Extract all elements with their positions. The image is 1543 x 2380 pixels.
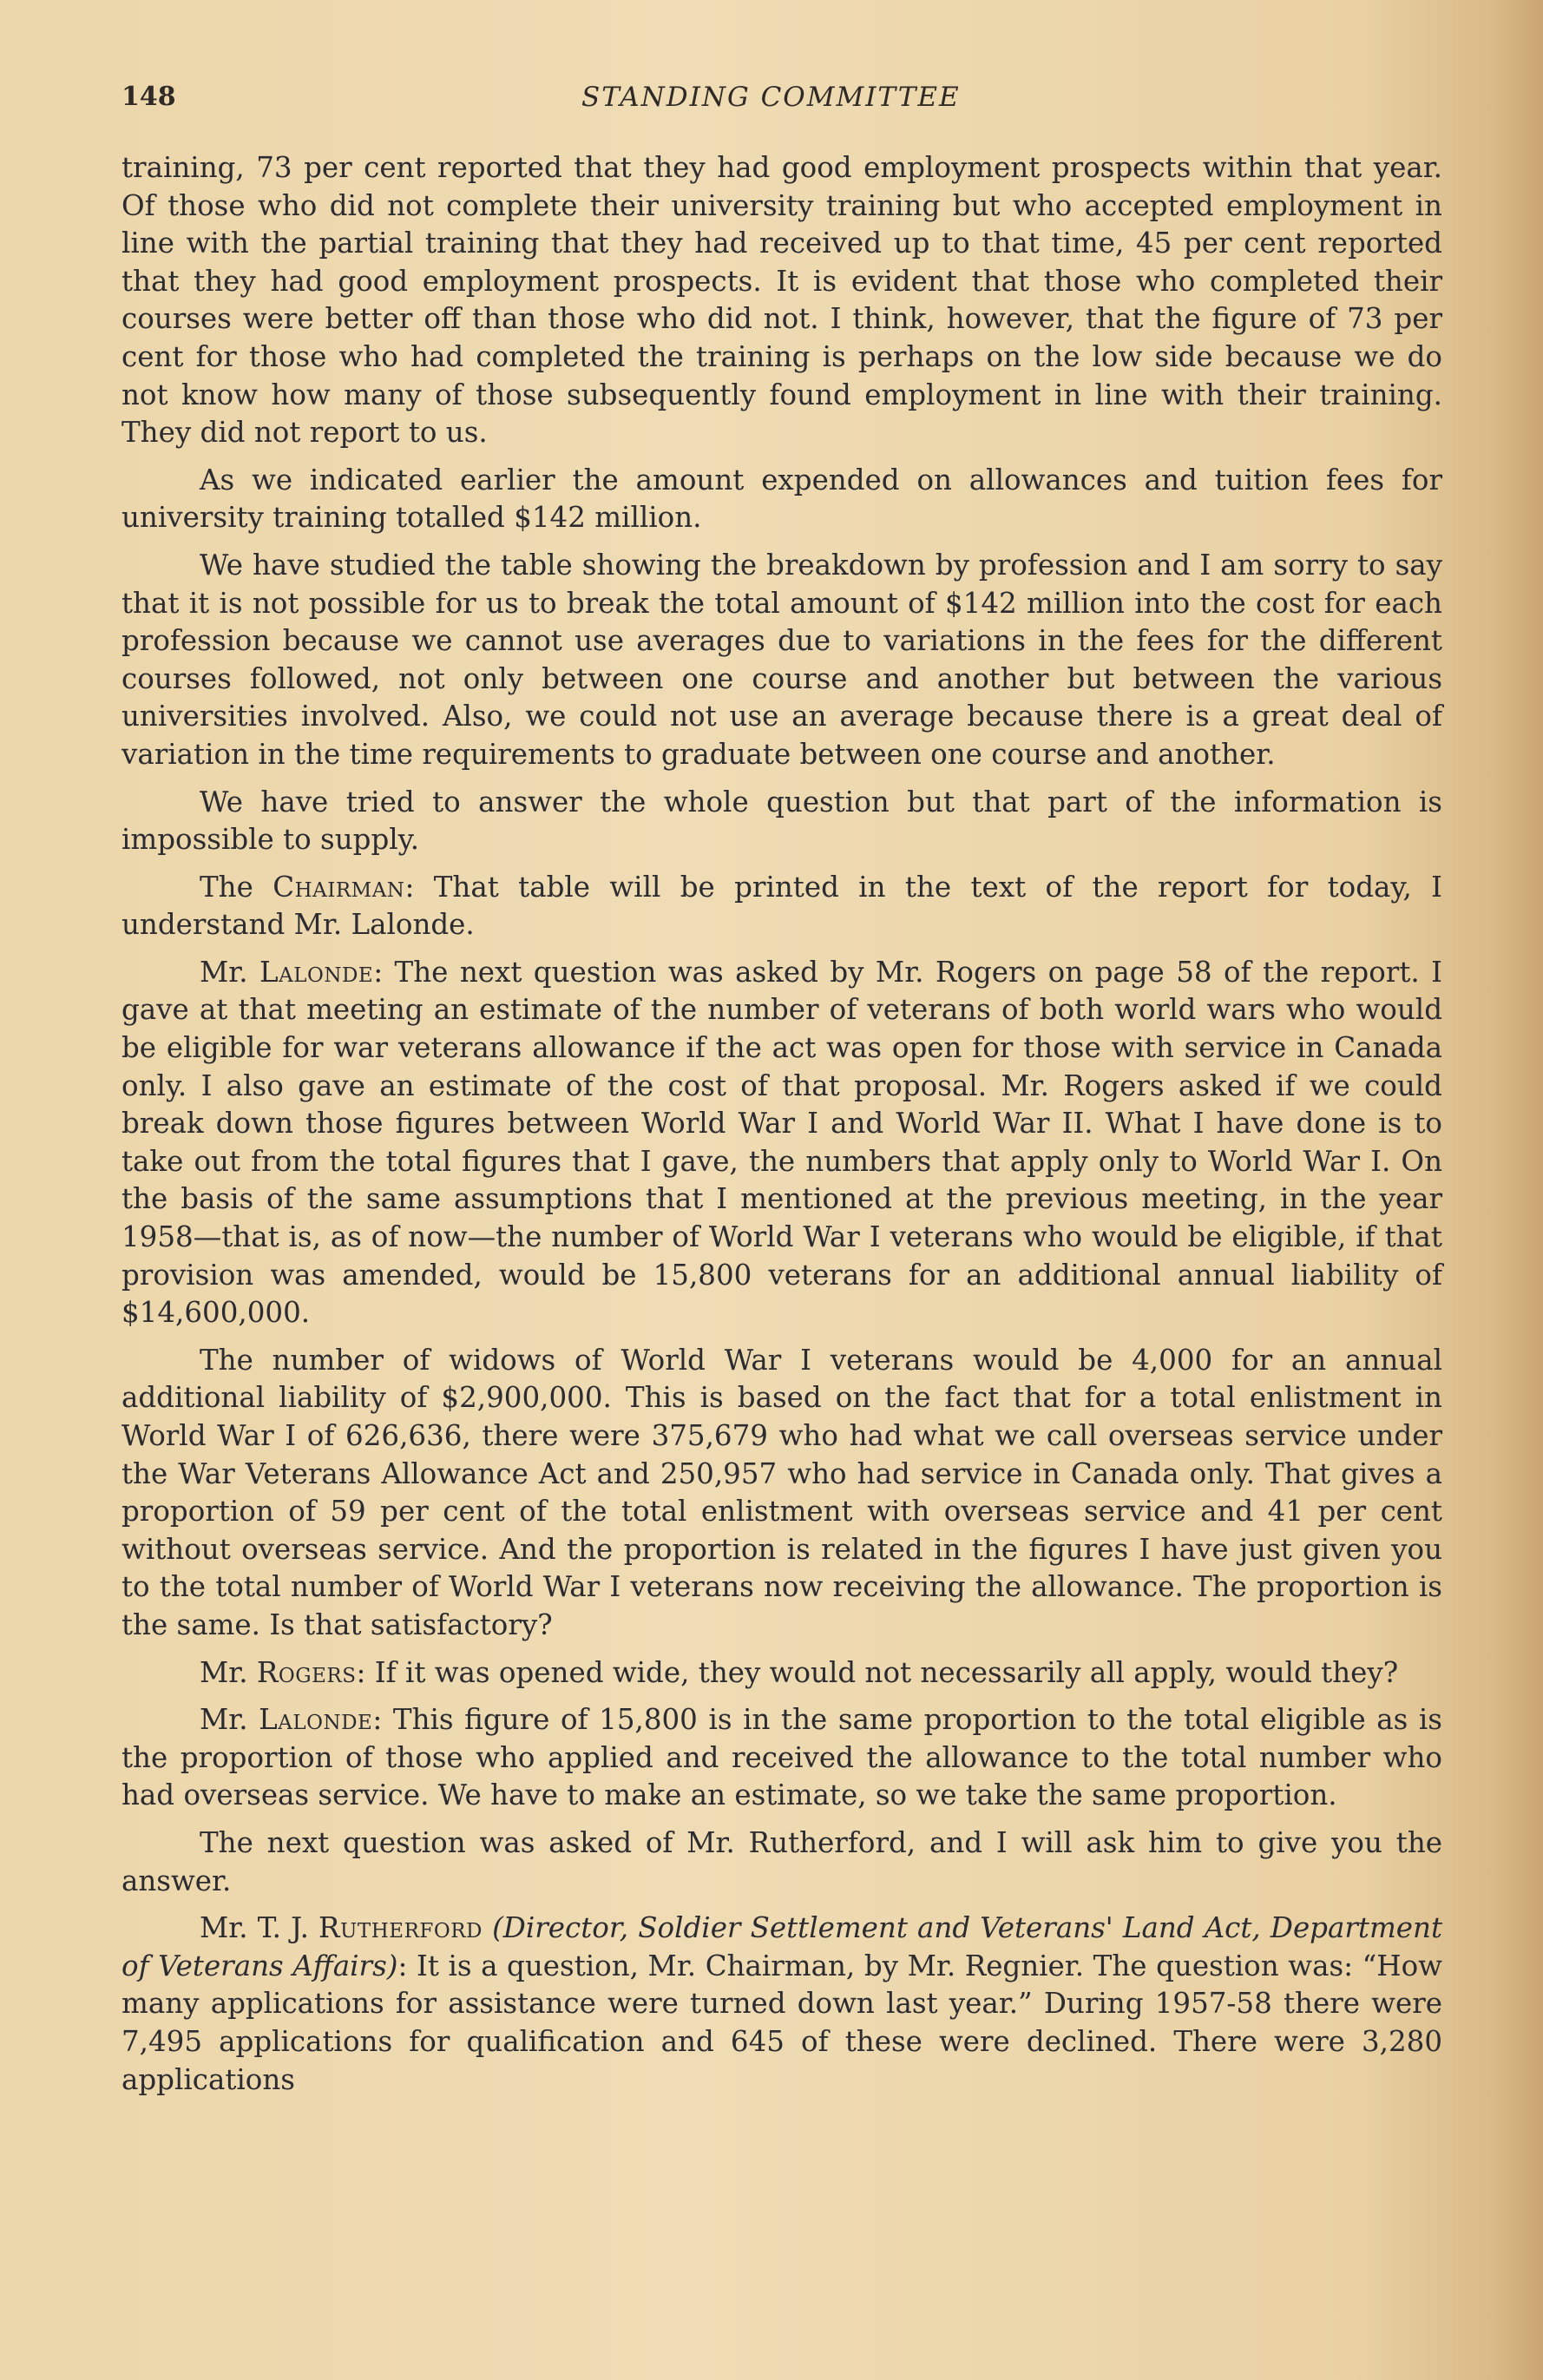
paragraph-7: The number of widows of World War I veterans would be 4,000 for an annual additional liability of $2,900,000. This is based on the fact that for a total enlistment in World War I of 626,636, there were 375,679 who had what we call overseas service under the War Veterans Allowance Act and 250,957 who had service in Canada only. That gives a proportion of 59 per cent of the total enlistment with overseas service and 41 per cent without overseas service. And the proportion is related in the figures I have just given you to the total number of World War I veterans now receiving the allowance. The proportion is the same. Is that satisfactory? (121, 1343, 1442, 1641)
paragraph-3: We have studied the table showing the breakdown by profession and I am sorry to say that it is not possible for us to break the total amount of $142 million into the cost for each profession because we cannot use averages due to variations in the fees for the different courses followed, not only between one course and another but between the various universities involved. Also, we could not use an average because there is a great deal of variation in the time requirements to graduate between one course and another. (121, 548, 1442, 771)
paragraph-2: As we indicated earlier the amount expended on allowances and tuition fees for university training totalled $142 million. (121, 463, 1442, 535)
speaker-name: Lalonde (259, 1703, 373, 1737)
speaker-name: Chairman (272, 870, 405, 904)
body-text (121, 149, 1442, 2108)
speaker-prefix: Mr. (200, 955, 259, 989)
page-number: 148 (121, 82, 176, 112)
speaker-name: Rutherford (318, 1911, 483, 1945)
paragraph-chairman (121, 869, 1442, 944)
speaker-prefix: Mr. (200, 1655, 257, 1689)
paragraph-rogers (121, 1654, 1442, 1693)
speaker-title: (Director, Soldier Settlement and Veterans' Land Act, Department of Veterans Affairs) (121, 1911, 1442, 1982)
speech-text: : It is a question, Mr. Chairman, by Mr. Regnier. The question was: “How many applications for assistance were turned down last year.” During 1957-58 there were 7,495 applications for qualification and 645 of these were declined. There were 3,280 applications (121, 1949, 1442, 2096)
speaker-prefix: Mr. (200, 1703, 259, 1737)
paragraph-rutherford (121, 1910, 1442, 2099)
speaker-prefix: The (200, 870, 273, 904)
speech-text: : This figure of 15,800 is in the same proportion to the total eligible as is the proportion of those who applied and received the allowance to the total number who had overseas service. We have to make an estimate, so we take the same proportion. (121, 1703, 1442, 1812)
speaker-prefix: Mr. T. J. (200, 1911, 319, 1945)
speech-text: : If it was opened wide, they would not necessarily all apply, would they? (356, 1655, 1399, 1689)
speaker-name: Lalonde (259, 955, 374, 989)
paragraph-1: training, 73 per cent reported that they had good employment prospects within that year. Of those who did not complete their university training but who accepted employment in line with the partial training that they had received up to that time, 45 per cent reported that they had good employment prospects. It is evident that those who completed their courses were better off than those who did not. I think, however, that the figure of 73 per cent for those who had completed the training is perhaps on the low side because we do not know how many of those subsequently found employment in line with their training. They did not report to us. (121, 151, 1442, 450)
paragraph-lalonde-2 (121, 1701, 1442, 1815)
paragraph-4: We have tried to answer the whole question but that part of the information is impossible to supply. (121, 785, 1442, 857)
page-header (121, 82, 1441, 125)
paragraph-10: The next question was asked of Mr. Rutherford, and I will ask him to give you the answer. (121, 1825, 1442, 1897)
speaker-name: Rogers (256, 1655, 357, 1689)
paragraph-lalonde-1 (121, 954, 1442, 1332)
running-head: STANDING COMMITTEE (581, 82, 961, 113)
speech-text: : The next question was asked by Mr. Rogers on page 58 of the report. I gave at that meeting an estimate of the number of veterans of both world wars who would be eligible for war veterans allowance if the act was open for those with service in Canada only. I also gave an estimate of the cost of that proposal. Mr. Rogers asked if we could break down those figures between World War I and World War II. What I have done is to take out from the total figures that I gave, the numbers that apply only to World War I. On the basis of the same assumptions that I mentioned at the previous meeting, in the year 1958—that is, as of now—the number of World War I veterans who would be eligible, if that provision was amended, would be 15,800 veterans for an additional annual liability of $14,600,000. (121, 955, 1442, 1330)
speech-text: : That table will be printed in the text of the report for today, I understand Mr. Lalonde. (121, 870, 1442, 942)
